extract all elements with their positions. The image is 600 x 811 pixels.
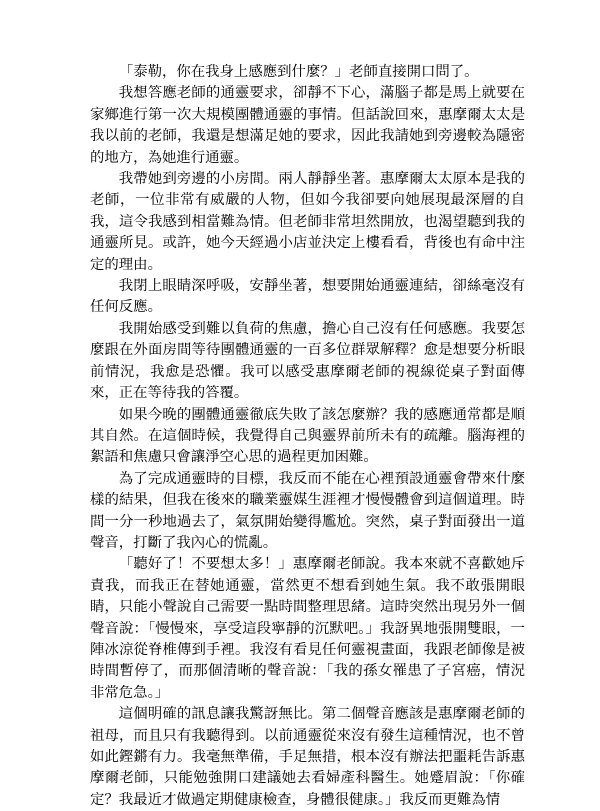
- paragraph: 如果今晚的團體通靈徹底失敗了該怎麼辦？我的感應通常都是順其自然。在這個時候，我覺得自己與靈界前所未有的疏離。腦海裡的絮語和焦慮只會讓淨空心思的過程更加困難。: [90, 406, 525, 466]
- paragraph: 這個明確的訊息讓我驚訝無比。第二個聲音應該是惠摩爾老師的祖母，而且只有我聽得到。以前通靈從來沒有發生這種情況，也不曾如此鏗鏘有力。我毫無準備，手足無措，根本沒有辦法把噩耗告訴惠摩爾老師，只能勉強開口建議她去看婦產科醫生。她蹙眉說：「你確定？我最近才做過定期健康檢查，身體很健康。」我反而更難為情: [90, 706, 525, 808]
- paragraph: 「聽好了！不要想太多！」惠摩爾老師說。我本來就不喜歡她斥責我，而我正在替她通靈，當然更不想看到她生氣。我不敢張開眼睛，只能小聲說自己需要一點時間整理思緒。這時突然出現另外一個聲音說：「慢慢來，享受這段寧靜的沉默吧。」我訝異地張開雙眼，一陣冰涼從脊椎傳到手裡。我沒有看見任何靈視畫面，我跟老師像是被時間暫停了，而那個清晰的聲音說：「我的孫女罹患了子宮癌，情況非常危急。」: [90, 556, 525, 701]
- paragraph: 我閉上眼睛深呼吸，安靜坐著，想要開始通靈連結，卻絲毫沒有任何反應。: [90, 278, 525, 316]
- paragraph: 為了完成通靈時的目標，我反而不能在心裡預設通靈會帶來什麼樣的結果，但我在後來的職業靈媒生涯裡才慢慢體會到這個道理。時間一分一秒地過去了，氣氛開始變得尷尬。突然，桌子對面發出一道聲音，打斷了我內心的慌亂。: [90, 470, 525, 551]
- paragraph: 「泰勒，你在我身上感應到什麼？」老師直接開口問了。: [118, 64, 479, 80]
- paragraph: 我想答應老師的通靈要求，卻靜不下心，滿腦子都是馬上就要在家鄉進行第一次大規模團體通靈的事情。但話說回來，惠摩爾太太是我以前的老師，我還是想滿足她的要求，因此我請她到旁邊較為隱密的地方，為她進行通靈。: [90, 85, 525, 166]
- paragraph: 我帶她到旁邊的小房間。兩人靜靜坐著。惠摩爾太太原本是我的老師，一位非常有威嚴的人物，但如今我卻要向她展現最深層的自我，這令我感到相當難為情。但老師非常坦然開放，也渴望聽到我的通靈所見。或許，她今天經過小店並決定上樓看看，背後也有命中注定的理由。: [90, 171, 525, 273]
- paragraph: 我開始感受到難以負荷的焦慮，擔心自己沒有任何感應。我要怎麼跟在外面房間等待團體通靈的一百多位群眾解釋？愈是想要分析眼前情況，我愈是恐懼。我可以感受惠摩爾老師的視線從桌子對面傳來，正在等待我的答覆。: [90, 320, 525, 402]
- document-page: [90, 62, 525, 811]
